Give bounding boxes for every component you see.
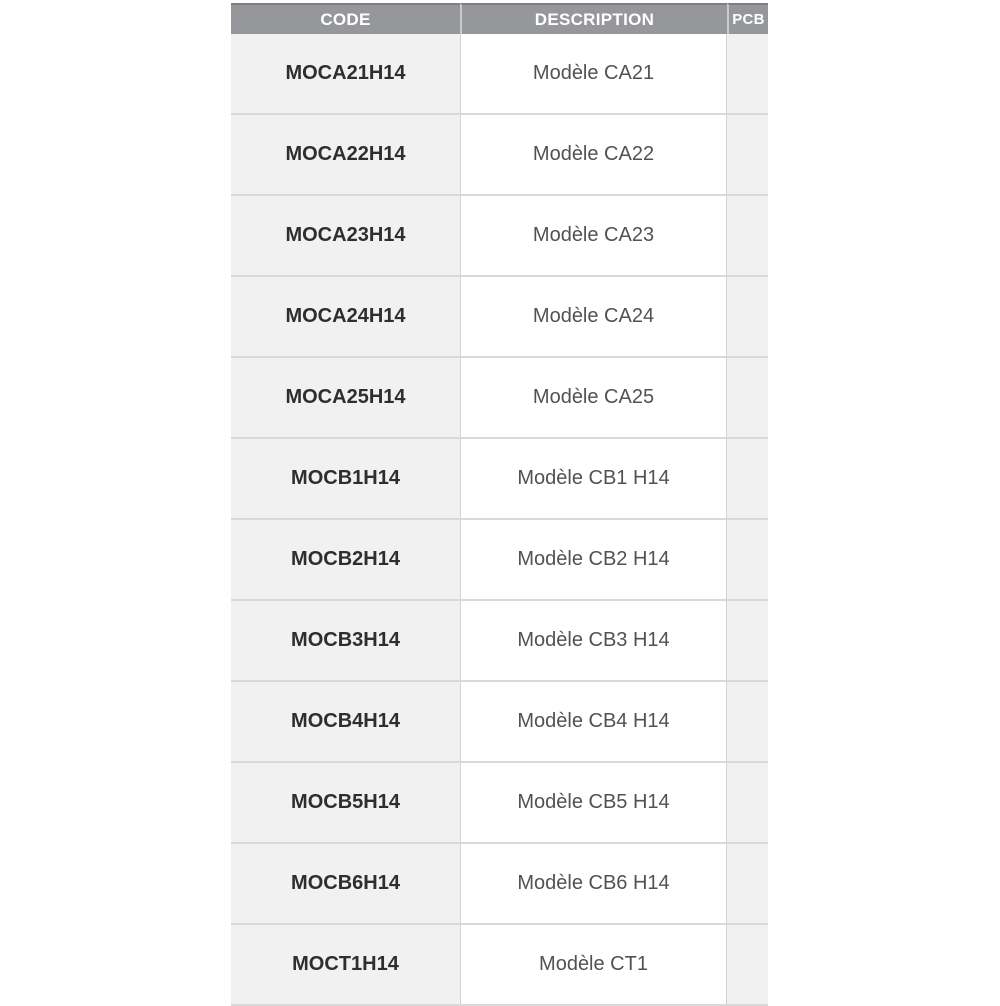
- column-header-pcb: PCB: [727, 3, 768, 34]
- pcb-cell: [727, 601, 768, 682]
- pcb-cell: [727, 439, 768, 520]
- code-cell: MOCA23H14: [231, 196, 460, 277]
- column-header-description: DESCRIPTION: [460, 3, 727, 34]
- description-cell: Modèle CA22: [460, 115, 727, 196]
- pcb-cell: [727, 34, 768, 115]
- description-cell: Modèle CB3 H14: [460, 601, 727, 682]
- table-body: [231, 34, 768, 1006]
- code-cell: MOCB4H14: [231, 682, 460, 763]
- pcb-cell: [727, 682, 768, 763]
- code-cell: MOCT1H14: [231, 925, 460, 1006]
- code-cell: MOCB1H14: [231, 439, 460, 520]
- table-row: [231, 358, 768, 439]
- pcb-cell: [727, 925, 768, 1006]
- description-cell: Modèle CB6 H14: [460, 844, 727, 925]
- table-row: [231, 682, 768, 763]
- pcb-cell: [727, 277, 768, 358]
- description-cell: Modèle CA25: [460, 358, 727, 439]
- table-row: [231, 601, 768, 682]
- table-row: [231, 844, 768, 925]
- parts-catalog-table: [231, 3, 768, 1006]
- column-header-code: CODE: [231, 3, 460, 34]
- pcb-cell: [727, 844, 768, 925]
- table-row: [231, 925, 768, 1006]
- description-cell: Modèle CB1 H14: [460, 439, 727, 520]
- code-cell: MOCA25H14: [231, 358, 460, 439]
- pcb-cell: [727, 358, 768, 439]
- code-cell: MOCB2H14: [231, 520, 460, 601]
- code-cell: MOCA24H14: [231, 277, 460, 358]
- description-cell: Modèle CA24: [460, 277, 727, 358]
- table-row: [231, 34, 768, 115]
- pcb-cell: [727, 763, 768, 844]
- pcb-cell: [727, 196, 768, 277]
- description-cell: Modèle CA21: [460, 34, 727, 115]
- description-cell: Modèle CB5 H14: [460, 763, 727, 844]
- description-cell: Modèle CA23: [460, 196, 727, 277]
- table-row: [231, 277, 768, 358]
- table-row: [231, 763, 768, 844]
- table-row: [231, 115, 768, 196]
- code-cell: MOCB6H14: [231, 844, 460, 925]
- code-cell: MOCA21H14: [231, 34, 460, 115]
- code-cell: MOCB5H14: [231, 763, 460, 844]
- description-cell: Modèle CB4 H14: [460, 682, 727, 763]
- table-header-row: [231, 3, 768, 34]
- code-cell: MOCB3H14: [231, 601, 460, 682]
- table-row: [231, 520, 768, 601]
- description-cell: Modèle CB2 H14: [460, 520, 727, 601]
- table-row: [231, 196, 768, 277]
- pcb-cell: [727, 115, 768, 196]
- code-cell: MOCA22H14: [231, 115, 460, 196]
- pcb-cell: [727, 520, 768, 601]
- description-cell: Modèle CT1: [460, 925, 727, 1006]
- table-row: [231, 439, 768, 520]
